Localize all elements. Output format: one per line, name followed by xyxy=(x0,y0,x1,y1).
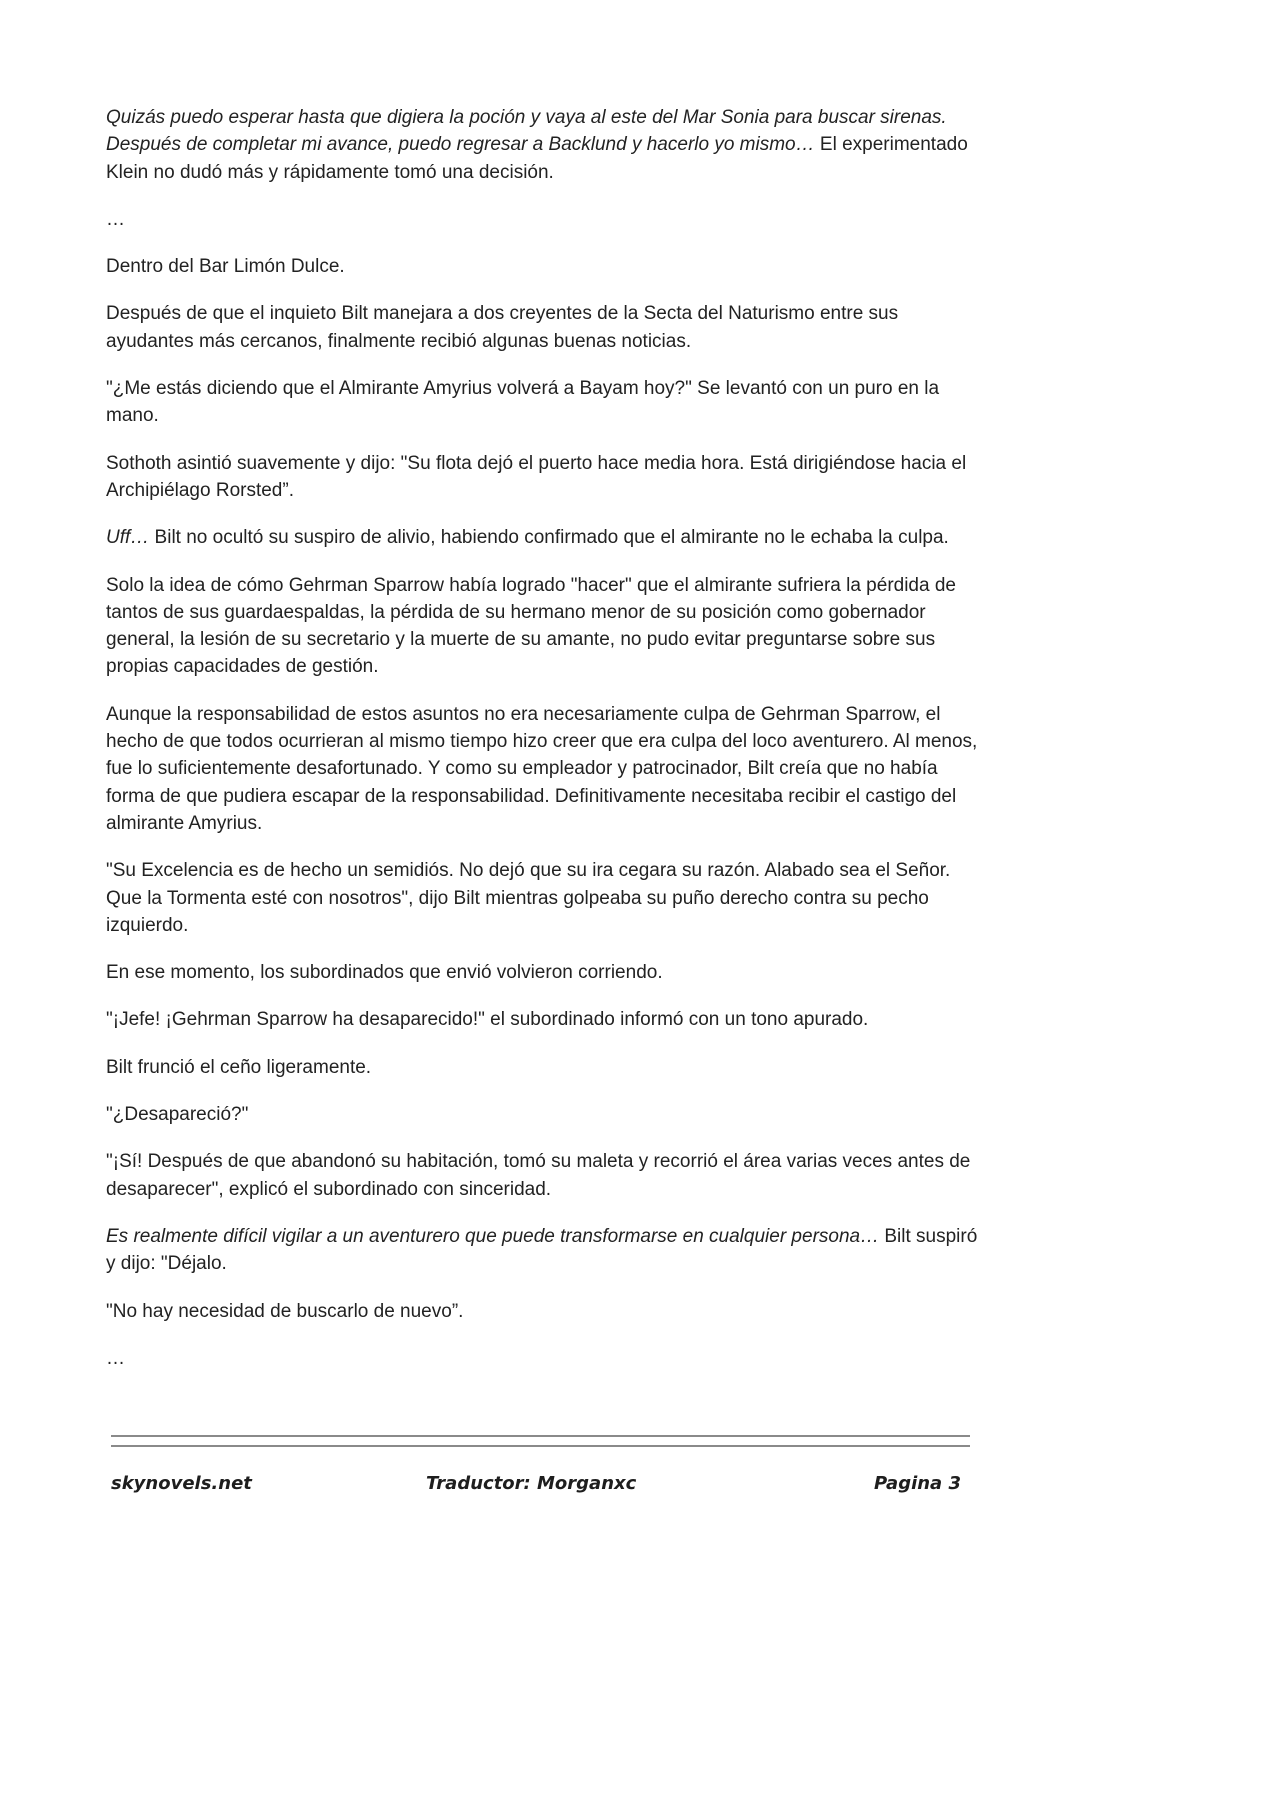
paragraph-text: "¿Me estás diciendo que el Almirante Amyrius volverá a Bayam hoy?" Se levantó con un puro en la mano. xyxy=(106,378,940,427)
footer-site-name: skynovels.net xyxy=(111,1473,252,1494)
italic-thought-text: Uff… xyxy=(106,527,150,549)
paragraph-text: Después de que el inquieto Bilt manejara a dos creyentes de la Secta del Naturismo entre sus ayudantes más cercanos, finalmente recibió algunas buenas noticias. xyxy=(106,303,899,352)
paragraph xyxy=(106,450,986,505)
paragraph xyxy=(106,701,986,837)
paragraph xyxy=(106,1345,986,1372)
paragraph xyxy=(106,104,986,186)
paragraph xyxy=(106,524,986,551)
paragraph-text: Sothoth asintió suavemente y dijo: "Su flota dejó el puerto hace media hora. Está dirigiéndose hacia el Archipiélago Rorsted”. xyxy=(106,452,967,501)
paragraph xyxy=(106,300,986,355)
document-body xyxy=(106,104,986,1392)
paragraph xyxy=(106,959,986,986)
paragraph-text: "¡Sí! Después de que abandonó su habitación, tomó su maleta y recorrió el área varias veces antes de desaparecer", explicó el subordinado con sinceridad. xyxy=(106,1151,971,1200)
paragraph xyxy=(106,253,986,280)
page-footer xyxy=(111,1473,961,1503)
paragraph-text: "No hay necesidad de buscarlo de nuevo”. xyxy=(106,1300,464,1322)
paragraph xyxy=(106,206,986,233)
paragraph-text: "¡Jefe! ¡Gehrman Sparrow ha desaparecido!" el subordinado informó con un tono apurado. xyxy=(106,1009,869,1031)
paragraph-text: Solo la idea de cómo Gehrman Sparrow había logrado "hacer" que el almirante sufriera la pérdida de tantos de sus guardaespaldas, la pérdida de su hermano menor de su posición como gobernador general, la lesión de su secretario y la muerte de su amante, no pudo evitar preguntarse sobre sus propias capacidades de gestión. xyxy=(106,574,956,678)
paragraph-text: Aunque la responsabilidad de estos asuntos no era necesariamente culpa de Gehrman Sparrow, el hecho de que todos ocurrieran al mismo tiempo hizo creer que era culpa del loco aventurero. Al menos, fue lo suficientemente desafortunado. Y como su empleador y patrocinador, Bilt creía que no había forma de que pudiera escapar de la responsabilidad. Definitivamente necesitaba recibir el castigo del almirante Amyrius. xyxy=(106,703,978,834)
paragraph xyxy=(106,1006,986,1033)
paragraph-text: Dentro del Bar Limón Dulce. xyxy=(106,256,345,278)
paragraph-text: En ese momento, los subordinados que envió volvieron corriendo. xyxy=(106,962,663,984)
paragraph xyxy=(106,857,986,939)
footer-divider-top xyxy=(111,1435,970,1437)
paragraph-text: … xyxy=(106,208,125,230)
italic-thought-text: Es realmente difícil vigilar a un aventurero que puede transformarse en cualquier persona… xyxy=(106,1225,880,1247)
footer-translator-credit: Traductor: Morganxc xyxy=(426,1473,637,1494)
paragraph xyxy=(106,375,986,430)
paragraph-text: El experimentado Klein no dudó más y rápidamente tomó una decisión. xyxy=(106,134,968,183)
footer-divider-bottom xyxy=(111,1445,970,1447)
paragraph-text: Bilt no ocultó su suspiro de alivio, habiendo confirmado que el almirante no le echaba la culpa. xyxy=(149,527,949,549)
paragraph-text: Bilt suspiró y dijo: "Déjalo. xyxy=(106,1225,978,1275)
paragraph xyxy=(106,1054,986,1081)
paragraph-text: Bilt frunció el ceño ligeramente. xyxy=(106,1056,372,1078)
italic-thought-text: Quizás puedo esperar hasta que digiera la poción y vaya al este del Mar Sonia para buscar sirenas. Después de completar mi avance, puedo regresar a Backlund y hacerlo yo mismo… xyxy=(106,107,947,156)
paragraph xyxy=(106,1223,986,1278)
paragraph xyxy=(106,572,986,681)
paragraph xyxy=(106,1298,986,1325)
footer-page-number: Pagina 3 xyxy=(874,1473,961,1494)
paragraph xyxy=(106,1148,986,1203)
paragraph-text: … xyxy=(106,1347,125,1369)
paragraph xyxy=(106,1101,986,1128)
paragraph-text: "¿Desapareció?" xyxy=(106,1104,249,1126)
paragraph-text: "Su Excelencia es de hecho un semidiós. No dejó que su ira cegara su razón. Alabado sea el Señor. Que la Tormenta esté con nosotros", dijo Bilt mientras golpeaba su puño derecho contra su pecho izquierdo. xyxy=(106,860,951,936)
